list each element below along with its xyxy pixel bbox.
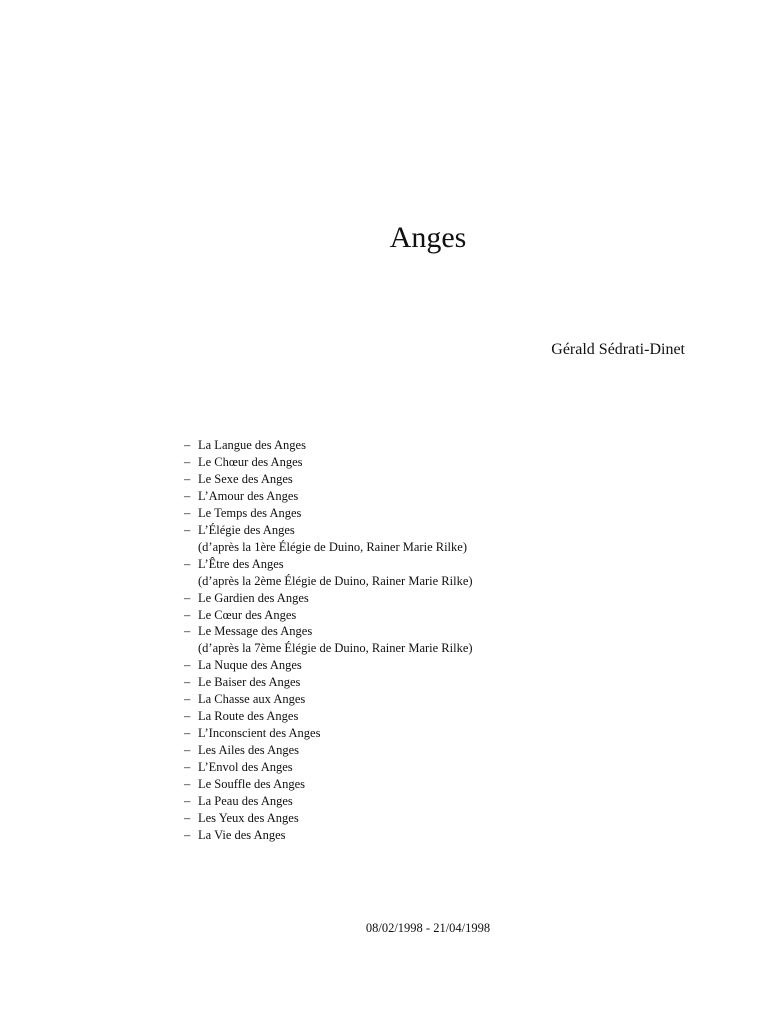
toc-item (184, 810, 473, 827)
toc-item (184, 657, 473, 674)
toc-item-label: L’Être des Anges (198, 556, 284, 571)
toc-item-label: L’Envol des Anges (198, 760, 293, 775)
toc-item-label: Le Chœur des Anges (198, 454, 303, 469)
toc-item (184, 556, 473, 590)
toc-item-label: Le Cœur des Anges (198, 607, 297, 622)
toc-item-label: Les Yeux des Anges (198, 810, 299, 825)
list-dash-marker: – (184, 438, 191, 452)
toc-item (184, 590, 473, 607)
toc-item (184, 827, 473, 844)
toc-item-label: Le Baiser des Anges (198, 675, 301, 690)
toc-item-label: L’Inconscient des Anges (198, 726, 321, 741)
list-dash-marker: – (184, 709, 191, 724)
toc-item-note: (d’après la 7ème Élégie de Duino, Rainer Marie Rilke) (198, 641, 473, 656)
toc-item-label: La Langue des Anges (198, 438, 306, 452)
list-dash-marker: – (184, 726, 191, 741)
list-dash-marker: – (184, 658, 191, 673)
toc-item-label: Le Souffle des Anges (198, 777, 306, 792)
author-name: Gérald Sédrati-Dinet (551, 341, 685, 358)
list-dash-marker: – (184, 692, 191, 707)
toc-item (184, 759, 473, 776)
toc-item (184, 674, 473, 691)
toc-item (184, 437, 473, 454)
toc-item (184, 793, 473, 810)
toc-item-label: Le Temps des Anges (198, 505, 302, 520)
list-dash-marker: – (184, 810, 191, 825)
toc-item-label: L’Élégie des Anges (198, 522, 295, 537)
list-dash-marker: – (184, 743, 191, 758)
list-dash-marker: – (184, 505, 191, 520)
document-title: Anges (389, 221, 467, 254)
toc-item (184, 505, 473, 522)
list-dash-marker: – (184, 760, 191, 775)
list-dash-marker: – (184, 488, 191, 503)
list-dash-marker: – (184, 454, 191, 469)
list-dash-marker: – (184, 675, 191, 690)
list-dash-marker: – (184, 624, 191, 639)
toc-item-label: Le Gardien des Anges (198, 590, 309, 605)
toc-item (184, 623, 473, 657)
toc-item-label: L’Amour des Anges (198, 488, 299, 503)
toc-item (184, 488, 473, 505)
toc-item (184, 607, 473, 624)
toc-item-note: (d’après la 2ème Élégie de Duino, Rainer Marie Rilke) (198, 573, 473, 588)
toc-item-label: La Chasse aux Anges (198, 692, 306, 707)
toc-item-label: La Vie des Anges (198, 827, 286, 842)
toc-item (184, 725, 473, 742)
date-range: 08/02/1998 - 21/04/1998 (365, 921, 491, 935)
toc-item-note: (d’après la 1ère Élégie de Duino, Rainer Marie Rilke) (198, 539, 467, 554)
list-dash-marker: – (184, 556, 191, 571)
list-dash-marker: – (184, 590, 191, 605)
toc-item-label: Le Message des Anges (198, 624, 313, 639)
list-dash-marker: – (184, 777, 191, 792)
toc-item-label: La Nuque des Anges (198, 658, 302, 673)
toc-item-label: Les Ailes des Anges (198, 743, 300, 758)
toc-item (184, 454, 473, 471)
toc-item (184, 742, 473, 759)
table-of-contents (184, 437, 473, 844)
toc-item (184, 471, 473, 488)
toc-item (184, 691, 473, 708)
list-dash-marker: – (184, 522, 191, 537)
toc-item-label: La Peau des Anges (198, 794, 293, 809)
toc-item (184, 522, 473, 556)
toc-item (184, 708, 473, 725)
list-dash-marker: – (184, 607, 191, 622)
list-dash-marker: – (184, 794, 191, 809)
list-dash-marker: – (184, 827, 191, 842)
list-dash-marker: – (184, 471, 191, 486)
toc-item (184, 776, 473, 793)
toc-item-label: La Route des Anges (198, 709, 299, 724)
toc-item-label: Le Sexe des Anges (198, 471, 293, 486)
